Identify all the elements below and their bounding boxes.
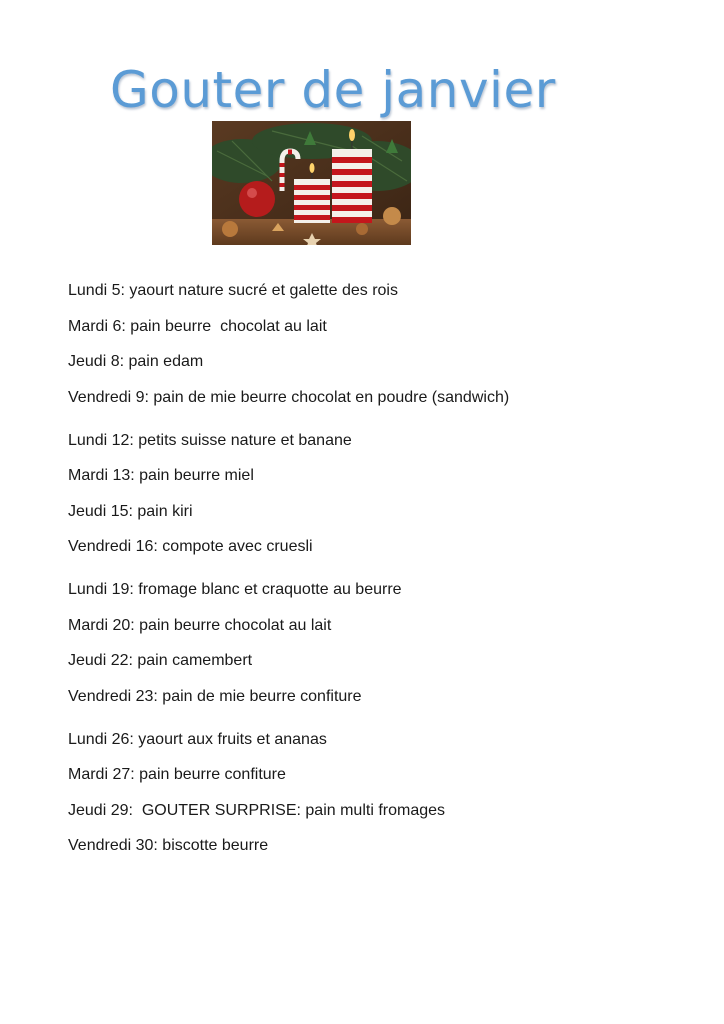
menu-item: Jeudi 8: pain edam [68,353,204,370]
menu-item: Vendredi 9: pain de mie beurre chocolat en poudre (sandwich) [68,388,510,406]
christmas-candles-photo [212,121,411,245]
menu-item: Jeudi 29: GOUTER SURPRISE: pain multi fromages [68,801,446,819]
menu-item: Vendredi 16: compote avec cruesli [68,538,313,555]
week-1 [68,281,688,408]
menu-item: Jeudi 22: pain camembert [68,652,253,669]
menu-item: Lundi 19: fromage blanc et craquotte au beurre [68,581,402,598]
menu-item: Mardi 6: pain beurre chocolat au lait [68,317,327,335]
week-2 [68,431,688,558]
menu-item: Vendredi 23: pain de mie beurre confiture [68,687,362,705]
week-3 [68,580,688,707]
week-4 [68,730,688,857]
menu-item: Mardi 27: pain beurre confiture [68,766,286,783]
menu-item: Jeudi 15: pain kiri [68,502,193,520]
menu-item: Vendredi 30: biscotte beurre [68,837,269,854]
page-title: Gouter de janvier [110,61,556,119]
menu-item: Mardi 20: pain beurre chocolat au lait [68,616,332,634]
menu-item: Lundi 12: petits suisse nature et banane [68,431,352,449]
menu-item: Lundi 26: yaourt aux fruits et ananas [68,730,327,748]
snack-menu [68,281,688,879]
menu-item: Lundi 5: yaourt nature sucré et galette des rois [68,282,398,299]
menu-item: Mardi 13: pain beurre miel [68,467,254,484]
